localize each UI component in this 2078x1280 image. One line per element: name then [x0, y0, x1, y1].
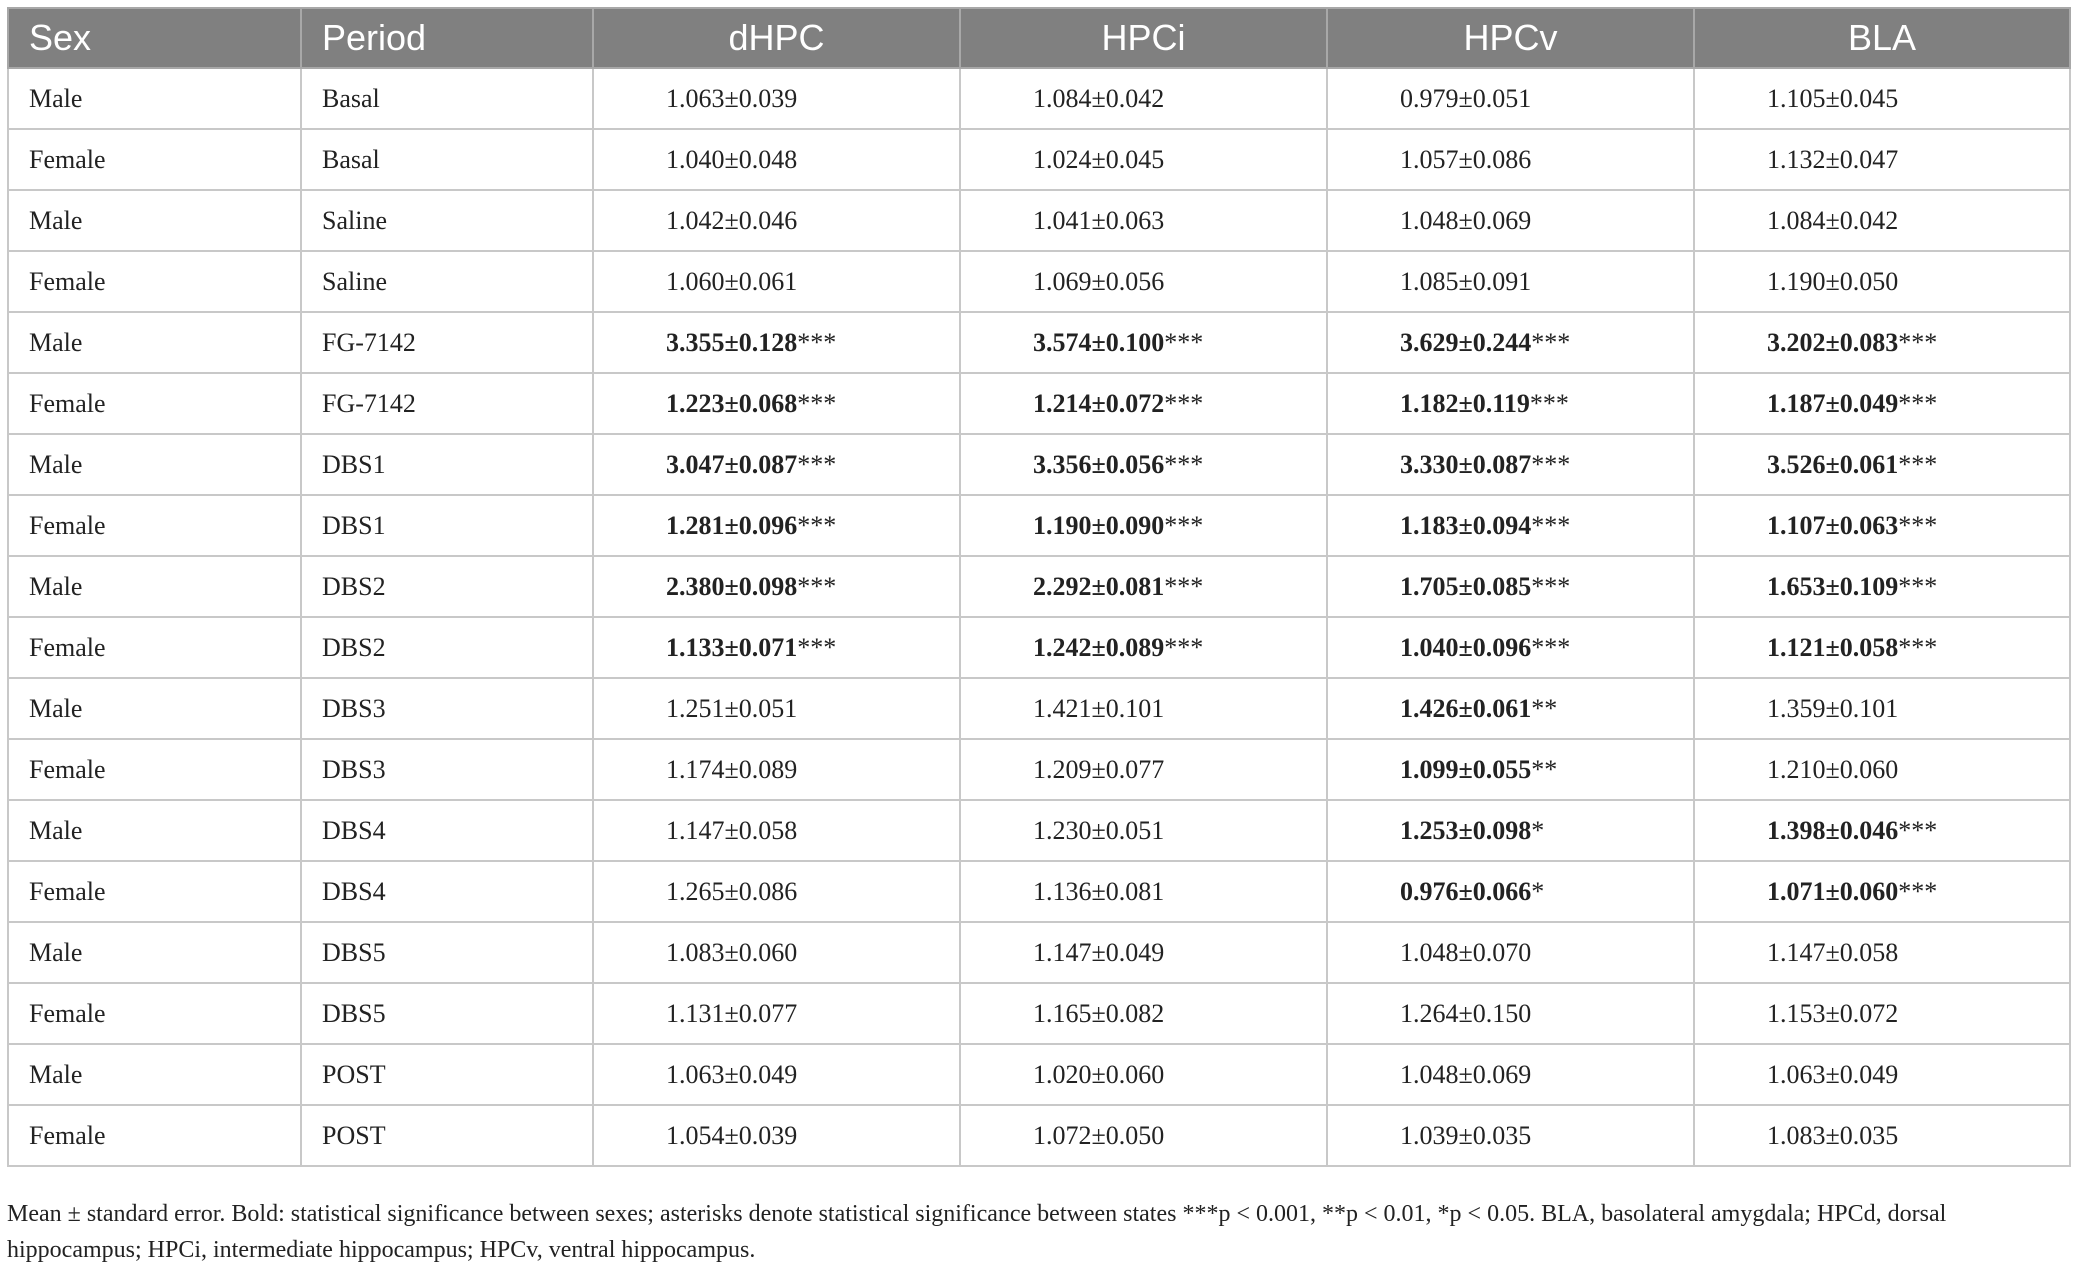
- cell-dhpc: [593, 251, 960, 312]
- cell-hpcv: [1327, 373, 1694, 434]
- cell-value: 1.084±0.042: [1033, 83, 1165, 113]
- significance-stars: ***: [1164, 327, 1204, 357]
- cell-value: 1.041±0.063: [1033, 205, 1165, 235]
- cell-dhpc: [593, 312, 960, 373]
- cell-bla: [1694, 739, 2070, 800]
- cell-value: 1.057±0.086: [1400, 144, 1532, 174]
- cell-value: 1.083±0.060: [666, 937, 798, 967]
- cell-value: 0.979±0.051: [1400, 83, 1532, 113]
- cell-value: 1.281±0.096: [666, 510, 798, 540]
- cell-period: DBS1: [301, 434, 593, 495]
- cell-value: 3.574±0.100: [1033, 327, 1165, 357]
- cell-value: 1.024±0.045: [1033, 144, 1165, 174]
- significance-stars: ***: [1531, 571, 1571, 601]
- header-bla: BLA: [1694, 8, 2070, 68]
- cell-value: 1.072±0.050: [1033, 1120, 1165, 1150]
- header-period: Period: [301, 8, 593, 68]
- table-row: [8, 312, 2070, 373]
- cell-value: 1.132±0.047: [1767, 144, 1899, 174]
- cell-dhpc: [593, 1044, 960, 1105]
- cell-value: 1.209±0.077: [1033, 754, 1165, 784]
- table-row: [8, 678, 2070, 739]
- cell-sex: Female: [8, 373, 301, 434]
- cell-period: FG-7142: [301, 312, 593, 373]
- cell-sex: Male: [8, 556, 301, 617]
- cell-hpcv: [1327, 617, 1694, 678]
- significance-stars: ***: [797, 449, 837, 479]
- cell-value: 1.421±0.101: [1033, 693, 1165, 723]
- cell-value: 1.136±0.081: [1033, 876, 1165, 906]
- significance-stars: ***: [797, 632, 837, 662]
- cell-sex: Female: [8, 495, 301, 556]
- cell-sex: Male: [8, 434, 301, 495]
- cell-value: 1.083±0.035: [1767, 1120, 1899, 1150]
- cell-sex: Male: [8, 800, 301, 861]
- cell-period: POST: [301, 1044, 593, 1105]
- cell-value: 1.264±0.150: [1400, 998, 1532, 1028]
- cell-value: 1.048±0.070: [1400, 937, 1532, 967]
- cell-dhpc: [593, 1105, 960, 1166]
- significance-stars: **: [1531, 754, 1558, 784]
- table-header-row: [8, 8, 2070, 68]
- cell-value: 3.526±0.061: [1767, 449, 1899, 479]
- cell-hpcv: [1327, 800, 1694, 861]
- cell-value: 1.063±0.049: [1767, 1059, 1899, 1089]
- cell-dhpc: [593, 800, 960, 861]
- cell-hpci: [960, 678, 1327, 739]
- significance-stars: ***: [797, 388, 837, 418]
- significance-stars: ***: [1529, 388, 1569, 418]
- cell-sex: Female: [8, 983, 301, 1044]
- significance-stars: ***: [1531, 510, 1571, 540]
- cell-hpci: [960, 251, 1327, 312]
- cell-value: 1.147±0.058: [666, 815, 798, 845]
- cell-hpcv: [1327, 739, 1694, 800]
- cell-bla: [1694, 129, 2070, 190]
- cell-value: 1.210±0.060: [1767, 754, 1899, 784]
- cell-dhpc: [593, 495, 960, 556]
- cell-sex: Male: [8, 922, 301, 983]
- cell-value: 1.020±0.060: [1033, 1059, 1165, 1089]
- cell-hpcv: [1327, 434, 1694, 495]
- cell-bla: [1694, 983, 2070, 1044]
- cell-value: 3.629±0.244: [1400, 327, 1532, 357]
- cell-hpci: [960, 861, 1327, 922]
- cell-sex: Male: [8, 190, 301, 251]
- cell-period: FG-7142: [301, 373, 593, 434]
- cell-sex: Female: [8, 861, 301, 922]
- cell-period: DBS3: [301, 678, 593, 739]
- table-row: [8, 190, 2070, 251]
- header-sex: Sex: [8, 8, 301, 68]
- significance-stars: ***: [1898, 327, 1938, 357]
- cell-hpci: [960, 983, 1327, 1044]
- cell-bla: [1694, 678, 2070, 739]
- significance-stars: ***: [1898, 876, 1938, 906]
- cell-sex: Female: [8, 1105, 301, 1166]
- cell-value: 1.105±0.045: [1767, 83, 1899, 113]
- cell-period: DBS4: [301, 861, 593, 922]
- cell-hpci: [960, 373, 1327, 434]
- cell-dhpc: [593, 983, 960, 1044]
- cell-bla: [1694, 922, 2070, 983]
- cell-value: 1.165±0.082: [1033, 998, 1165, 1028]
- significance-stars: ***: [1898, 510, 1938, 540]
- cell-sex: Male: [8, 678, 301, 739]
- cell-hpcv: [1327, 190, 1694, 251]
- cell-dhpc: [593, 617, 960, 678]
- cell-period: POST: [301, 1105, 593, 1166]
- table-row: [8, 434, 2070, 495]
- table-row: [8, 1044, 2070, 1105]
- cell-bla: [1694, 800, 2070, 861]
- cell-value: 1.063±0.049: [666, 1059, 798, 1089]
- cell-value: 1.048±0.069: [1400, 1059, 1532, 1089]
- cell-value: 1.147±0.049: [1033, 937, 1165, 967]
- cell-value: 1.099±0.055: [1400, 754, 1532, 784]
- significance-stars: ***: [1531, 327, 1571, 357]
- cell-dhpc: [593, 373, 960, 434]
- cell-hpcv: [1327, 678, 1694, 739]
- cell-value: 1.242±0.089: [1033, 632, 1165, 662]
- header-dhpc: dHPC: [593, 8, 960, 68]
- cell-value: 1.131±0.077: [666, 998, 798, 1028]
- cell-value: 1.223±0.068: [666, 388, 798, 418]
- cell-hpci: [960, 1105, 1327, 1166]
- cell-hpci: [960, 800, 1327, 861]
- cell-value: 1.063±0.039: [666, 83, 798, 113]
- cell-bla: [1694, 861, 2070, 922]
- cell-hpci: [960, 68, 1327, 129]
- cell-sex: Male: [8, 312, 301, 373]
- significance-stars: ***: [1898, 388, 1938, 418]
- cell-dhpc: [593, 68, 960, 129]
- cell-dhpc: [593, 556, 960, 617]
- cell-value: 1.107±0.063: [1767, 510, 1899, 540]
- cell-value: 1.071±0.060: [1767, 876, 1899, 906]
- table-row: [8, 556, 2070, 617]
- cell-value: 1.426±0.061: [1400, 693, 1532, 723]
- cell-bla: [1694, 373, 2070, 434]
- cell-value: 1.084±0.042: [1767, 205, 1899, 235]
- table-row: [8, 861, 2070, 922]
- cell-bla: [1694, 251, 2070, 312]
- cell-period: Saline: [301, 251, 593, 312]
- table-row: [8, 373, 2070, 434]
- cell-value: 1.040±0.048: [666, 144, 798, 174]
- cell-value: 1.153±0.072: [1767, 998, 1899, 1028]
- table-row: [8, 129, 2070, 190]
- table-row: [8, 983, 2070, 1044]
- data-table-container: [7, 7, 2069, 1167]
- significance-stars: ***: [1164, 571, 1204, 601]
- table-row: [8, 495, 2070, 556]
- cell-value: 1.042±0.046: [666, 205, 798, 235]
- header-hpci: HPCi: [960, 8, 1327, 68]
- cell-sex: Male: [8, 68, 301, 129]
- cell-period: Basal: [301, 129, 593, 190]
- table-footnote: Mean ± standard error. Bold: statistical significance between sexes; asterisks denote statistical significance between states ***p < 0.001, **p < 0.01, *p < 0.05. BLA, basolateral amygdala; HPCd, dorsal hippocampus; HPCi, intermediate hippocampus; HPCv, ventral hippocampus.: [7, 1201, 1947, 1263]
- cell-sex: Male: [8, 1044, 301, 1105]
- significance-stars: ***: [797, 571, 837, 601]
- cell-value: 1.147±0.058: [1767, 937, 1899, 967]
- cell-value: 1.398±0.046: [1767, 815, 1899, 845]
- cell-period: DBS5: [301, 983, 593, 1044]
- cell-period: DBS2: [301, 556, 593, 617]
- cell-hpcv: [1327, 129, 1694, 190]
- cell-dhpc: [593, 434, 960, 495]
- cell-value: 1.705±0.085: [1400, 571, 1532, 601]
- table-row: [8, 251, 2070, 312]
- cell-value: 3.356±0.056: [1033, 449, 1165, 479]
- cell-hpcv: [1327, 312, 1694, 373]
- cell-bla: [1694, 1105, 2070, 1166]
- cell-bla: [1694, 312, 2070, 373]
- cell-period: Saline: [301, 190, 593, 251]
- cell-value: 1.069±0.056: [1033, 266, 1165, 296]
- significance-stars: ***: [797, 510, 837, 540]
- cell-period: DBS4: [301, 800, 593, 861]
- cell-hpcv: [1327, 495, 1694, 556]
- cell-value: 1.653±0.109: [1767, 571, 1899, 601]
- cell-hpci: [960, 190, 1327, 251]
- cell-dhpc: [593, 739, 960, 800]
- cell-value: 2.380±0.098: [666, 571, 798, 601]
- significance-stars: ***: [1898, 632, 1938, 662]
- cell-value: 1.048±0.069: [1400, 205, 1532, 235]
- cell-hpcv: [1327, 922, 1694, 983]
- significance-stars: *: [1531, 876, 1545, 906]
- significance-stars: **: [1531, 693, 1558, 723]
- cell-hpci: [960, 617, 1327, 678]
- cell-bla: [1694, 617, 2070, 678]
- cell-dhpc: [593, 129, 960, 190]
- cell-hpcv: [1327, 1105, 1694, 1166]
- cell-value: 1.214±0.072: [1033, 388, 1165, 418]
- cell-dhpc: [593, 861, 960, 922]
- cell-value: 1.133±0.071: [666, 632, 798, 662]
- cell-bla: [1694, 495, 2070, 556]
- cell-hpci: [960, 495, 1327, 556]
- significance-stars: ***: [1164, 510, 1204, 540]
- cell-period: DBS2: [301, 617, 593, 678]
- cell-bla: [1694, 190, 2070, 251]
- cell-hpci: [960, 922, 1327, 983]
- cell-value: 1.265±0.086: [666, 876, 798, 906]
- cell-value: 1.359±0.101: [1767, 693, 1899, 723]
- cell-value: 1.251±0.051: [666, 693, 798, 723]
- table-row: [8, 617, 2070, 678]
- cell-bla: [1694, 556, 2070, 617]
- significance-stars: ***: [1531, 449, 1571, 479]
- cell-period: DBS5: [301, 922, 593, 983]
- cell-value: 2.292±0.081: [1033, 571, 1165, 601]
- header-hpcv: HPCv: [1327, 8, 1694, 68]
- significance-stars: ***: [797, 327, 837, 357]
- cell-hpcv: [1327, 983, 1694, 1044]
- cell-hpci: [960, 312, 1327, 373]
- cell-hpcv: [1327, 251, 1694, 312]
- table-row: [8, 800, 2070, 861]
- significance-stars: ***: [1898, 815, 1938, 845]
- cell-hpci: [960, 739, 1327, 800]
- cell-sex: Female: [8, 129, 301, 190]
- cell-value: 1.190±0.090: [1033, 510, 1165, 540]
- cell-dhpc: [593, 922, 960, 983]
- cell-bla: [1694, 68, 2070, 129]
- cell-value: 1.054±0.039: [666, 1120, 798, 1150]
- cell-value: 1.085±0.091: [1400, 266, 1532, 296]
- cell-value: 1.174±0.089: [666, 754, 798, 784]
- cell-hpcv: [1327, 1044, 1694, 1105]
- cell-hpci: [960, 556, 1327, 617]
- cell-dhpc: [593, 678, 960, 739]
- data-table: [7, 7, 2071, 1167]
- cell-hpcv: [1327, 556, 1694, 617]
- cell-bla: [1694, 1044, 2070, 1105]
- cell-period: DBS1: [301, 495, 593, 556]
- cell-value: 0.976±0.066: [1400, 876, 1532, 906]
- significance-stars: *: [1531, 815, 1545, 845]
- cell-value: 1.121±0.058: [1767, 632, 1899, 662]
- table-row: [8, 1105, 2070, 1166]
- significance-stars: ***: [1164, 449, 1204, 479]
- significance-stars: ***: [1898, 571, 1938, 601]
- significance-stars: ***: [1164, 388, 1204, 418]
- cell-hpcv: [1327, 861, 1694, 922]
- cell-hpci: [960, 129, 1327, 190]
- cell-value: 1.253±0.098: [1400, 815, 1532, 845]
- cell-value: 1.183±0.094: [1400, 510, 1532, 540]
- cell-value: 3.202±0.083: [1767, 327, 1899, 357]
- cell-bla: [1694, 434, 2070, 495]
- cell-period: DBS3: [301, 739, 593, 800]
- significance-stars: ***: [1898, 449, 1938, 479]
- cell-value: 3.330±0.087: [1400, 449, 1532, 479]
- table-row: [8, 68, 2070, 129]
- cell-hpci: [960, 1044, 1327, 1105]
- cell-dhpc: [593, 190, 960, 251]
- cell-value: 1.060±0.061: [666, 266, 798, 296]
- cell-value: 1.182±0.119: [1400, 388, 1530, 418]
- cell-period: Basal: [301, 68, 593, 129]
- table-body: [8, 68, 2070, 1166]
- table-row: [8, 922, 2070, 983]
- cell-value: 3.355±0.128: [666, 327, 798, 357]
- cell-value: 1.190±0.050: [1767, 266, 1899, 296]
- cell-value: 1.039±0.035: [1400, 1120, 1532, 1150]
- cell-value: 3.047±0.087: [666, 449, 798, 479]
- cell-sex: Female: [8, 251, 301, 312]
- significance-stars: ***: [1164, 632, 1204, 662]
- cell-hpcv: [1327, 68, 1694, 129]
- table-row: [8, 739, 2070, 800]
- significance-stars: ***: [1531, 632, 1571, 662]
- cell-value: 1.040±0.096: [1400, 632, 1532, 662]
- cell-sex: Female: [8, 617, 301, 678]
- cell-value: 1.230±0.051: [1033, 815, 1165, 845]
- cell-hpci: [960, 434, 1327, 495]
- cell-value: 1.187±0.049: [1767, 388, 1899, 418]
- cell-sex: Female: [8, 739, 301, 800]
